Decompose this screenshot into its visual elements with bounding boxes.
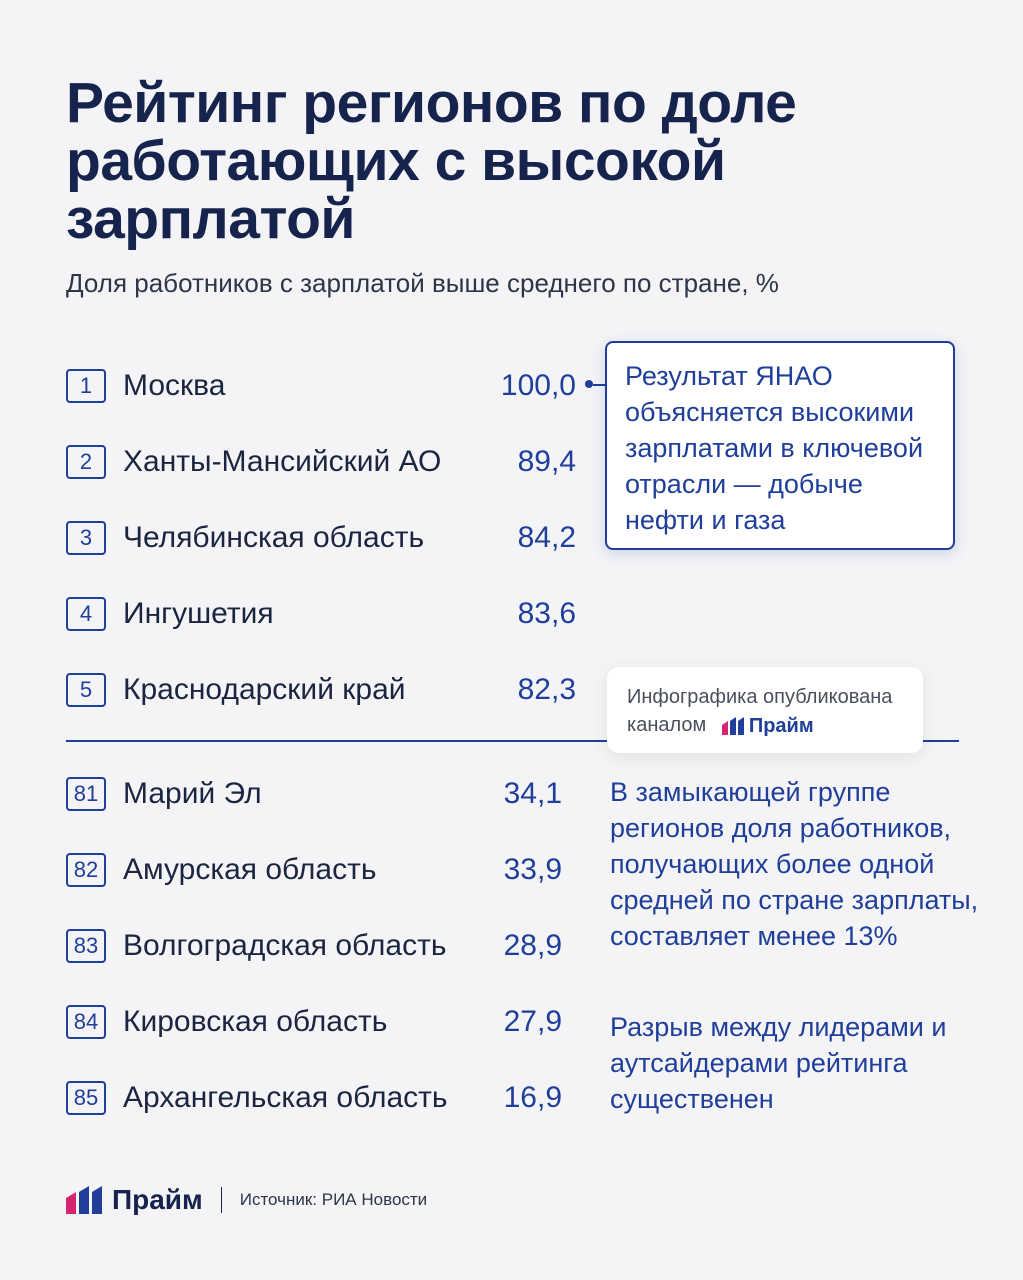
footer-separator (221, 1187, 222, 1213)
rank-badge: 2 (66, 445, 106, 479)
prime-logo[interactable] (722, 712, 814, 740)
region-name: Краснодарский край (123, 673, 406, 706)
list-item (66, 442, 576, 482)
footer-brand[interactable]: Прайм (112, 1184, 203, 1215)
rank-badge: 5 (66, 673, 106, 707)
region-value: 33,9 (503, 853, 562, 886)
list-item (66, 774, 562, 814)
rank-badge: 84 (66, 1005, 106, 1039)
region-name: Ханты-Мансийский АО (123, 445, 442, 478)
region-value: 84,2 (517, 521, 576, 554)
region-value: 16,9 (503, 1081, 562, 1114)
publish-card (607, 667, 923, 753)
list-item (66, 366, 576, 406)
rank-badge: 81 (66, 777, 106, 811)
region-value: 82,3 (517, 673, 576, 706)
prime-logo-icon (722, 717, 746, 735)
region-name: Марий Эл (123, 777, 262, 810)
region-value: 89,4 (517, 445, 576, 478)
prime-logo-icon (66, 1186, 104, 1214)
region-value: 100,0 (500, 369, 576, 402)
rank-badge: 85 (66, 1081, 106, 1115)
callout-dot (585, 380, 593, 388)
publish-card-line2 (627, 711, 903, 740)
list-item (66, 594, 576, 634)
region-value: 27,9 (503, 1005, 562, 1038)
page-title: Рейтинг регионов по доле работающих с высокой зарплатой (66, 71, 797, 251)
list-item (66, 1078, 562, 1118)
rank-badge: 82 (66, 853, 106, 887)
region-name: Волгоградская область (123, 929, 447, 962)
region-value: 83,6 (517, 597, 576, 630)
list-item (66, 1002, 562, 1042)
region-value: 34,1 (503, 777, 562, 810)
region-name: Кировская область (123, 1005, 388, 1038)
list-item (66, 670, 576, 710)
rank-badge: 1 (66, 369, 106, 403)
region-value: 28,9 (503, 929, 562, 962)
region-name: Архангельская область (123, 1081, 448, 1114)
region-name: Челябинская область (123, 521, 425, 554)
region-name: Москва (123, 369, 226, 402)
bottom-group-note: В замыкающей группе регионов доля работников, получающих более одной средней по стране зарплаты, составляет менее 13% (610, 777, 979, 951)
list-item (66, 518, 576, 558)
list-item (66, 926, 562, 966)
rank-badge: 3 (66, 521, 106, 555)
rank-badge: 83 (66, 929, 106, 963)
callout-box: Результат ЯНАО объясняется высокими зарплатами в ключевой отрасли — добыче нефти и газа (605, 341, 955, 550)
list-item (66, 850, 562, 890)
source-text: Источник: РИА Новости (239, 1190, 428, 1209)
gap-note: Разрыв между лидерами и аутсайдерами рейтинга существенен (610, 1012, 947, 1114)
rank-badge: 4 (66, 597, 106, 631)
footer (66, 1182, 427, 1218)
subtitle: Доля работников с зарплатой выше среднего по стране, % (66, 268, 779, 298)
prime-logo-text: Прайм (748, 714, 814, 737)
region-name: Ингушетия (123, 597, 274, 630)
publish-card-prefix: каналом (627, 714, 707, 736)
publish-card-line1: Инфографика опубликована (627, 686, 893, 708)
region-name: Амурская область (123, 853, 377, 886)
